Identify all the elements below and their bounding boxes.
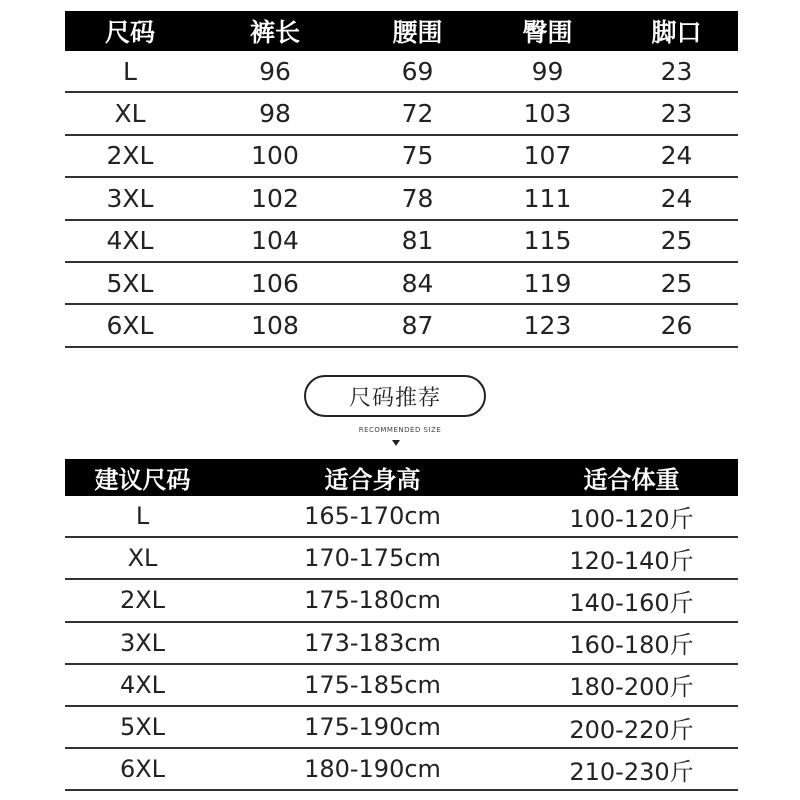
cell-hip: 123	[523, 311, 572, 341]
table-row	[65, 51, 738, 93]
header-fit-weight: 适合体重	[583, 466, 680, 494]
cell-fit-weight: 200-220斤	[569, 715, 694, 744]
cell-leg-opening: 25	[660, 268, 693, 298]
cell-suggested-size: L	[135, 502, 150, 531]
cell-fit-weight: 210-230斤	[569, 757, 694, 786]
table-row	[65, 707, 738, 749]
table-row	[65, 580, 738, 622]
cell-leg-opening: 24	[660, 141, 693, 171]
cell-fit-height: 175-180cm	[304, 586, 441, 615]
cell-leg-opening: 24	[660, 183, 693, 213]
cell-pant-length: 100	[251, 141, 299, 171]
header-pant-length: 裤长	[249, 18, 300, 47]
recommend-table-header	[65, 459, 738, 496]
cell-size: 3XL	[106, 183, 154, 213]
header-leg-opening: 脚口	[651, 18, 702, 47]
cell-size: 5XL	[106, 268, 154, 298]
arrow-down-icon	[392, 440, 400, 446]
table-row	[65, 496, 738, 538]
cell-fit-weight: 120-140斤	[569, 546, 694, 575]
header-hip: 臀围	[522, 18, 573, 47]
header-waist: 腰围	[392, 18, 443, 47]
cell-waist: 72	[401, 99, 434, 129]
cell-waist: 75	[401, 141, 434, 171]
cell-suggested-size: 3XL	[119, 628, 166, 657]
size-table-header	[65, 11, 738, 51]
cell-leg-opening: 26	[660, 311, 693, 341]
cell-size: 6XL	[106, 311, 154, 341]
cell-pant-length: 104	[251, 226, 299, 256]
cell-leg-opening: 25	[660, 226, 693, 256]
cell-waist: 78	[401, 183, 434, 213]
table-row	[65, 221, 738, 263]
recommend-title: 尺码推荐	[348, 385, 441, 411]
cell-suggested-size: 2XL	[119, 586, 166, 615]
cell-pant-length: 98	[259, 99, 291, 129]
cell-suggested-size: XL	[127, 544, 158, 573]
cell-leg-opening: 23	[660, 56, 693, 86]
table-row	[65, 538, 738, 580]
cell-suggested-size: 6XL	[119, 755, 166, 784]
recommend-subtitle: RECOMMENDED SIZE	[358, 426, 442, 434]
cell-fit-height: 173-183cm	[304, 628, 441, 657]
cell-waist: 87	[401, 311, 434, 341]
table-row	[65, 623, 738, 665]
cell-fit-weight: 100-120斤	[569, 504, 694, 533]
cell-waist: 84	[401, 268, 434, 298]
cell-fit-weight: 140-160斤	[569, 588, 694, 617]
table-row	[65, 665, 738, 707]
cell-hip: 111	[523, 183, 572, 213]
table-row	[65, 136, 738, 178]
cell-hip: 103	[523, 99, 572, 129]
recommend-table	[65, 459, 738, 791]
cell-pant-length: 106	[251, 268, 299, 298]
cell-hip: 119	[523, 268, 572, 298]
cell-pant-length: 102	[251, 183, 299, 213]
header-suggested-size: 建议尺码	[94, 466, 191, 494]
cell-suggested-size: 4XL	[119, 670, 166, 699]
cell-leg-opening: 23	[660, 99, 693, 129]
cell-fit-weight: 160-180斤	[569, 631, 694, 660]
table-row	[65, 93, 738, 135]
cell-fit-height: 165-170cm	[304, 502, 441, 531]
cell-hip: 99	[531, 56, 564, 86]
cell-hip: 107	[523, 141, 572, 171]
cell-size: 4XL	[106, 226, 154, 256]
table-row	[65, 305, 738, 347]
table-row	[65, 178, 738, 220]
table-row	[65, 749, 738, 791]
cell-size: XL	[114, 99, 146, 129]
cell-waist: 81	[401, 226, 434, 256]
cell-waist: 69	[401, 56, 434, 86]
cell-fit-height: 170-175cm	[304, 544, 441, 573]
recommend-title-badge	[304, 375, 486, 417]
size-table	[65, 11, 738, 348]
cell-fit-height: 180-190cm	[304, 755, 441, 784]
table-row	[65, 263, 738, 305]
cell-fit-weight: 180-200斤	[569, 673, 694, 702]
cell-fit-height: 175-185cm	[304, 670, 441, 699]
header-fit-height: 适合身高	[324, 466, 421, 494]
cell-size: 2XL	[106, 141, 154, 171]
cell-pant-length: 96	[259, 56, 291, 86]
cell-size: L	[123, 56, 137, 86]
cell-hip: 115	[523, 226, 572, 256]
cell-fit-height: 175-190cm	[304, 713, 441, 742]
cell-suggested-size: 5XL	[119, 713, 166, 742]
header-size: 尺码	[104, 18, 155, 47]
cell-pant-length: 108	[251, 311, 299, 341]
